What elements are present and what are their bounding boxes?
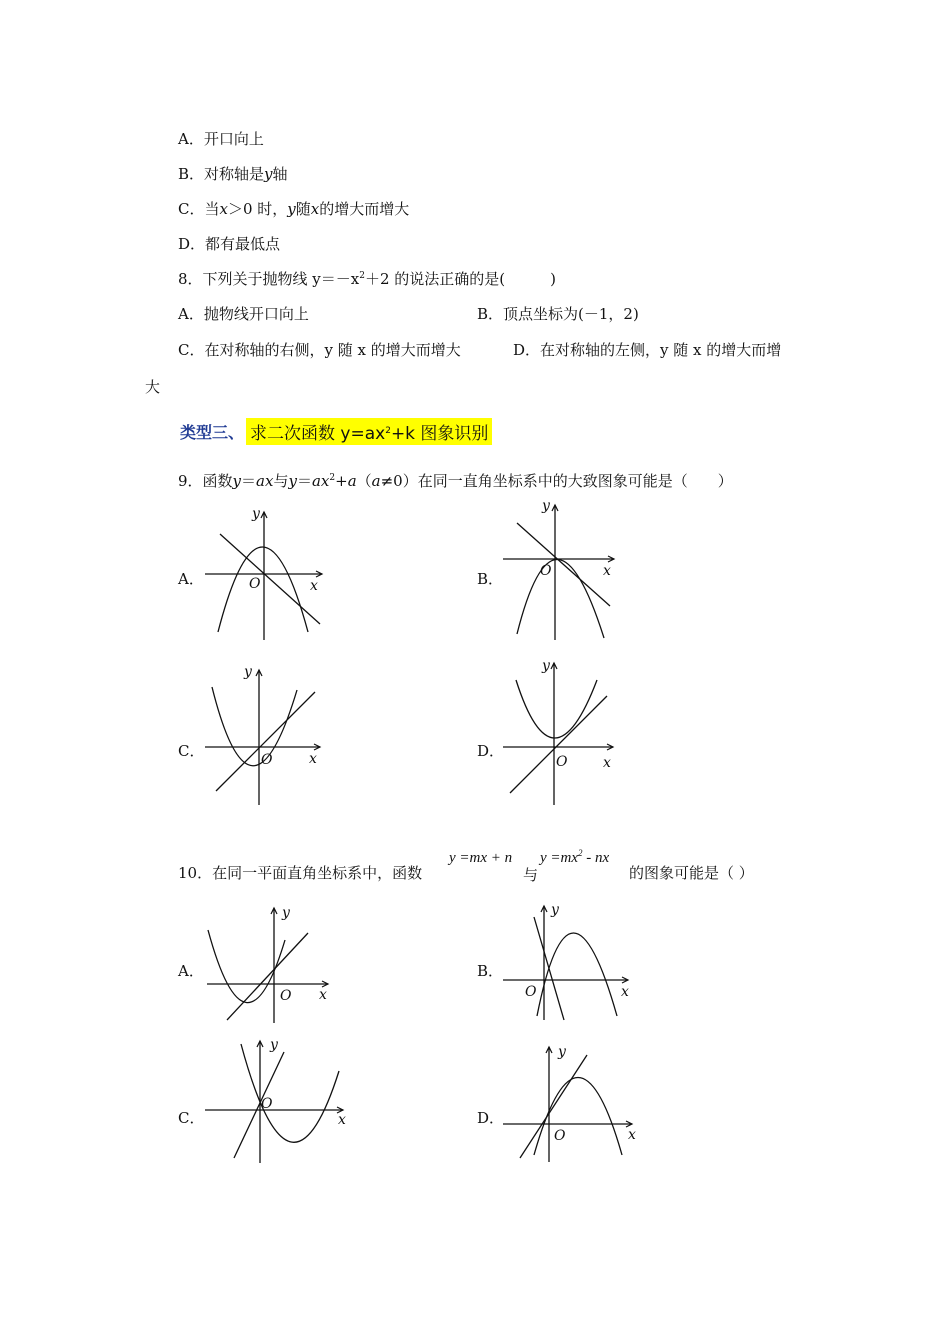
q10-label-d: D．	[477, 1109, 505, 1127]
q10c-origin: O	[261, 1096, 273, 1112]
q10-formula-line: y =mx + n	[449, 850, 513, 866]
q9c-x-label: x	[309, 751, 317, 767]
q8-option-a: A．抛物线开口向上	[178, 305, 309, 323]
q7-option-b: B．对称轴是y轴	[178, 165, 288, 183]
q9a-y-label: y	[252, 506, 260, 522]
q9-graph-c	[200, 660, 330, 810]
q9b-origin: O	[540, 563, 552, 579]
q9-graph-b	[498, 498, 623, 643]
q10-graph-c	[200, 1035, 350, 1170]
q9c-y-label: y	[244, 664, 252, 680]
q10b-x-label: x	[621, 984, 629, 1000]
q10-mid: 与	[523, 866, 539, 884]
q10-suffix: 的图象可能是（ ）	[629, 864, 754, 882]
q8-option-c: C．在对称轴的右侧，y 随 x 的增大而增大	[178, 341, 461, 359]
q10-label-b: B．	[477, 962, 504, 980]
q10a-origin: O	[280, 988, 292, 1004]
q9-stem: 9．函数y＝ax与$y=ax^2+a(a\ne 0)$在同一直角坐标系中的大致图象可能是（ ）	[178, 472, 733, 490]
q9d-x-label: x	[603, 755, 611, 771]
q10-label-a: A．	[178, 962, 204, 980]
q10-prefix: 10．在同一平面直角坐标系中，函数	[178, 864, 423, 882]
q10c-y-label: y	[270, 1037, 278, 1053]
q10-label-c: C．	[178, 1109, 205, 1127]
q10d-origin: O	[554, 1128, 566, 1144]
q10d-x-label: x	[628, 1127, 636, 1143]
q9-label-d: D．	[477, 742, 505, 760]
q10b-y-label: y	[551, 902, 559, 918]
q10a-x-label: x	[319, 987, 327, 1003]
q10-graph-a	[200, 900, 340, 1028]
section-label: 类型三、	[180, 423, 245, 442]
q9-graph-a	[200, 505, 330, 645]
q9-label-c: C．	[178, 742, 205, 760]
section-highlight: 求二次函数 $y=ax^2+k$ 图象识别	[246, 418, 492, 445]
q9c-origin: O	[261, 752, 273, 768]
q8-option-d: D．在对称轴的左侧，y 随 x 的增大而增	[513, 341, 782, 359]
q10b-origin: O	[525, 984, 537, 1000]
q9d-origin: O	[556, 754, 568, 770]
q9b-y-label: y	[542, 498, 550, 514]
q10a-y-label: y	[282, 905, 290, 921]
q8-option-b: B．顶点坐标为(－1，2)	[477, 305, 639, 323]
q9a-x-label: x	[310, 578, 318, 594]
q7-option-c: C．当x＞0 时，y随x的增大而增大	[178, 200, 410, 218]
q9-label-b: B．	[477, 570, 504, 588]
q8-option-d-wrap: 大	[145, 378, 161, 396]
q10-formula-parabola: $y =mx^2$ - nx	[540, 848, 610, 866]
q10d-y-label: y	[558, 1044, 566, 1060]
q10c-x-label: x	[338, 1112, 346, 1128]
section-heading	[180, 418, 492, 445]
q10-graph-d	[498, 1040, 643, 1165]
q9b-x-label: x	[603, 563, 611, 579]
q9-graph-d	[498, 655, 623, 805]
q9a-origin: O	[249, 576, 261, 592]
q10-graph-b	[498, 900, 638, 1025]
q8-stem: 8．下列关于抛物线 $y=-x^2+2$ 的说法正确的是( )	[178, 270, 557, 288]
q7-option-d: D．都有最低点	[178, 235, 281, 253]
q7-option-a: A．开口向上	[178, 130, 264, 148]
q9-label-a: A．	[178, 570, 204, 588]
q9d-y-label: y	[542, 658, 550, 674]
